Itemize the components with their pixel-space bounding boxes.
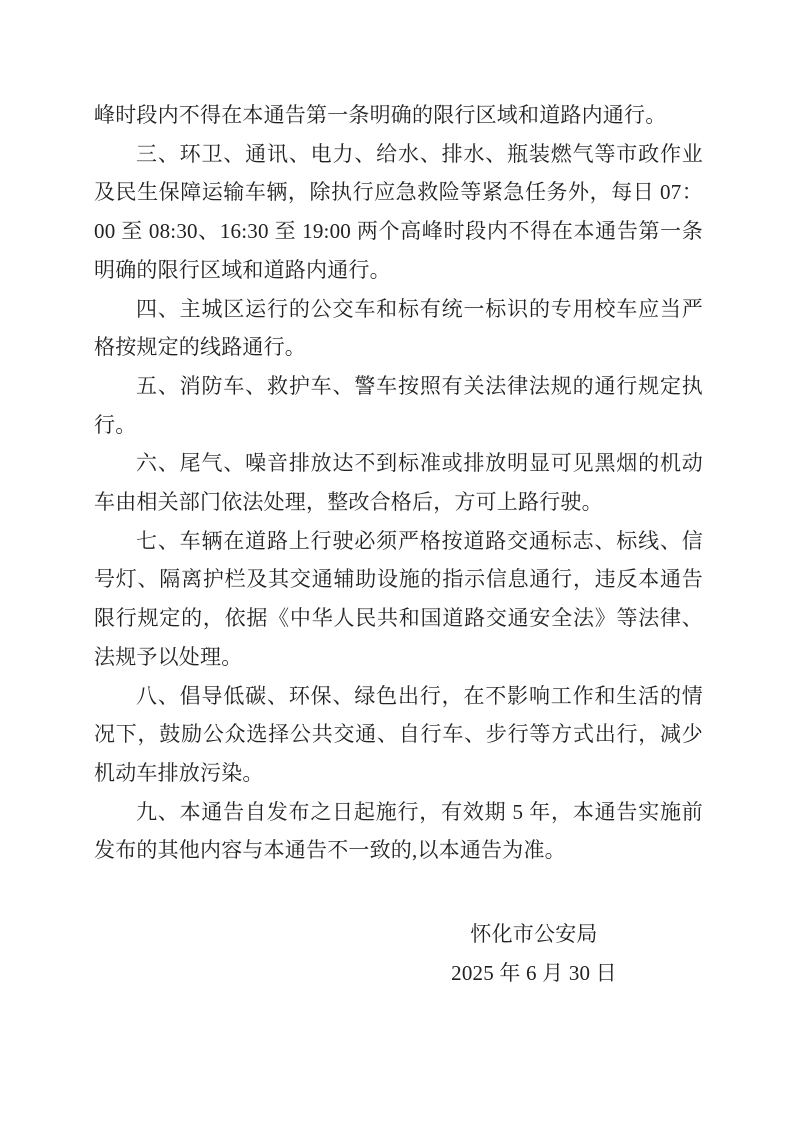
issuer-name: 怀化市公安局 [470, 922, 598, 947]
body-paragraph-item-8: 八、倡导低碳、环保、绿色出行，在不影响工作和生活的情况下，鼓励公众选择公共交通、自行车、步行等方式出行，减少机动车排放污染。 [94, 683, 703, 785]
body-paragraph-item-9: 九、本通告自发布之日起施行，有效期 5 年，本通告实施前发布的其他内容与本通告不一致的,以本通告为准。 [94, 799, 703, 863]
body-paragraph-item-6: 六、尾气、噪音排放达不到标准或排放明显可见黑烟的机动车由相关部门依法处理，整改合格后，方可上路行驶。 [94, 451, 703, 515]
document-body [94, 96, 703, 992]
body-paragraph-item-7: 七、车辆在道路上行驶必须严格按道路交通标志、标线、信号灯、隔离护栏及其交通辅助设施的指示信息通行，违反本通告限行规定的，依据《中华人民共和国道路交通安全法》等法律、法规予以处理。 [94, 528, 703, 669]
body-paragraph-continuation: 峰时段内不得在本通告第一条明确的限行区域和道路内通行。 [94, 103, 667, 127]
body-paragraph-item-3: 三、环卫、通讯、电力、给水、排水、瓶装燃气等市政作业及民生保障运输车辆，除执行应急救险等紧急任务外，每日 07：00 至 08:30、16:30 至 19:00 两个高峰时段内不得在本通告第一条明确的限行区域和道路内通行。 [94, 141, 703, 282]
body-paragraph-item-5: 五、消防车、救护车、警车按照有关法律法规的通行规定执行。 [94, 373, 703, 437]
signature-block [394, 915, 674, 992]
body-paragraph-item-4: 四、主城区运行的公交车和标有统一标识的专用校车应当严格按规定的线路通行。 [94, 296, 703, 360]
issue-date: 2025 年 6 月 30 日 [451, 960, 617, 985]
